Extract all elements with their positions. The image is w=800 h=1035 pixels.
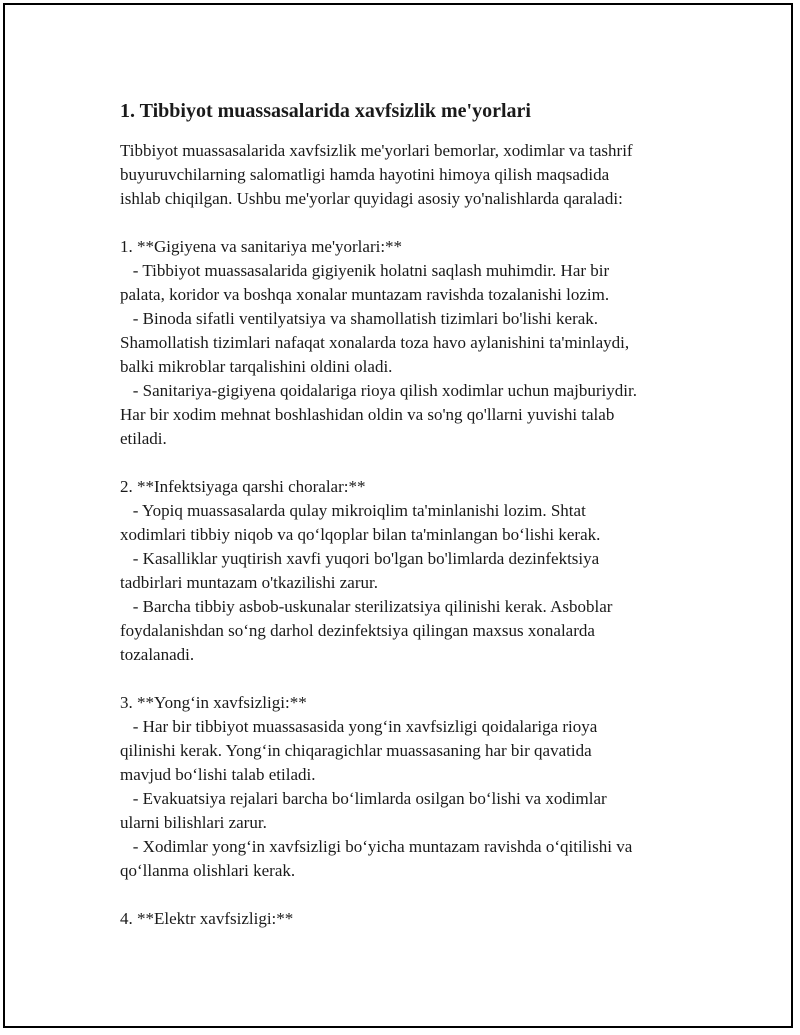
section-heading: 4. **Elektr xavfsizligi:** [120,909,294,928]
text-line: - Har bir tibbiyot muassasasida yong‘in xavfsizligi qoidalariga rioya [120,717,598,736]
text-line: Tibbiyot muassasalarida xavfsizlik me'yorlari bemorlar, xodimlar va tashrif [120,141,633,160]
text-line: tadbirlari muntazam o'tkazilishi zarur. [120,573,378,592]
text-line: - Tibbiyot muassasalarida gigiyenik holatni saqlash muhimdir. Har bir [120,261,610,280]
text-line: - Evakuatsiya rejalari barcha bo‘limlarda osilgan bo‘lishi va xodimlar [120,789,607,808]
intro-paragraph [120,139,690,211]
text-line: ularni bilishlari zarur. [120,813,267,832]
section-infection [120,475,690,667]
text-line: palata, koridor va boshqa xonalar muntazam ravishda tozalanishi lozim. [120,285,610,304]
text-line: qo‘llanma olishlari kerak. [120,861,296,880]
text-line: - Barcha tibbiy asbob-uskunalar sterilizatsiya qilinishi kerak. Asboblar [120,597,613,616]
text-line: - Kasalliklar yuqtirish xavfi yuqori bo'lgan bo'limlarda dezinfektsiya [120,549,600,568]
text-line: qilinishi kerak. Yong‘in chiqaragichlar muassasaning har bir qavatida [120,741,592,760]
text-line: balki mikroblar tarqalishini oldini oladi. [120,357,393,376]
text-line: - Xodimlar yong‘in xavfsizligi bo‘yicha muntazam ravishda o‘qitilishi va [120,837,633,856]
section-heading: 2. **Infektsiyaga qarshi choralar:** [120,477,366,496]
text-line: - Yopiq muassasalarda qulay mikroiqlim ta'minlanishi lozim. Shtat [120,501,586,520]
text-line: mavjud bo‘lishi talab etiladi. [120,765,316,784]
text-line: ishlab chiqilgan. Ushbu me'yorlar quyidagi asosiy yo'nalishlarda qaraladi: [120,189,623,208]
text-line: etiladi. [120,429,167,448]
text-line: tozalanadi. [120,645,195,664]
text-line: - Sanitariya-gigiyena qoidalariga rioya qilish xodimlar uchun majburiydir. [120,381,637,400]
section-heading: 1. **Gigiyena va sanitariya me'yorlari:** [120,237,403,256]
text-line: foydalanishdan so‘ng darhol dezinfektsiya qilingan maxsus xonalarda [120,621,595,640]
text-line: xodimlari tibbiy niqob va qo‘lqoplar bilan ta'minlangan bo‘lishi kerak. [120,525,601,544]
document-body [120,97,690,955]
text-line: buyuruvchilarning salomatligi hamda hayotini himoya qilish maqsadida [120,165,610,184]
document-page [3,3,793,1028]
section-electrical-safety [120,907,690,931]
text-line: - Binoda sifatli ventilyatsiya va shamollatish tizimlari bo'lishi kerak. [120,309,599,328]
text-line: Har bir xodim mehnat boshlashidan oldin va so'ng qo'llarni yuvishi talab [120,405,615,424]
document-title: 1. Tibbiyot muassasalarida xavfsizlik me'yorlari [120,100,531,122]
section-heading: 3. **Yong‘in xavfsizligi:** [120,693,307,712]
section-hygiene [120,235,690,451]
section-fire-safety [120,691,690,883]
text-line: Shamollatish tizimlari nafaqat xonalarda toza havo aylanishini ta'minlaydi, [120,333,630,352]
